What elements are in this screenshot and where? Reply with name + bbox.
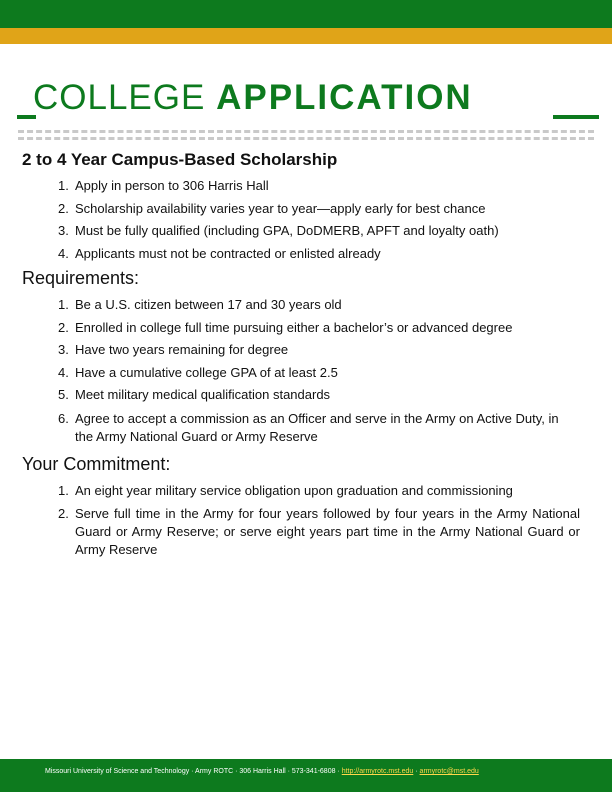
list-item [0, 505, 580, 559]
list-item [0, 407, 580, 446]
item-number: 1. [58, 483, 69, 498]
top-gold-band [0, 28, 612, 44]
item-number: 3. [58, 342, 69, 357]
footer-email-link[interactable]: armyrotc@mst.edu [419, 768, 479, 775]
list-item [0, 220, 580, 243]
footer-website-link[interactable]: http://armyrotc.mst.edu [341, 768, 414, 775]
scholarship-list [0, 175, 580, 265]
top-green-band [0, 0, 612, 28]
dashed-divider-1 [18, 130, 594, 133]
page-title-part1: COLLEGE [33, 78, 217, 117]
list-item [0, 339, 580, 362]
section-heading-scholarship: 2 to 4 Year Campus-Based Scholarship [22, 150, 338, 169]
list-item [0, 362, 580, 385]
title-underline-right [553, 115, 599, 119]
item-number: 6. [58, 410, 69, 426]
item-number: 2. [58, 319, 69, 335]
item-text: Have a cumulative college GPA of at least 2.5 [75, 364, 338, 380]
item-number: 2. [58, 505, 69, 521]
item-number: 4. [58, 364, 69, 380]
item-text: Must be fully qualified (including GPA, DoDMERB, APFT and loyalty oath) [75, 223, 499, 238]
item-number: 1. [58, 178, 69, 193]
section-heading-requirements: Requirements: [22, 268, 140, 288]
page-title [33, 78, 473, 118]
section-heading-commitment: Your Commitment: [22, 454, 171, 474]
item-number: 1. [58, 297, 69, 312]
page-title-part2: APPLICATION [216, 78, 473, 117]
item-text: Meet military medical qualification standards [75, 387, 331, 402]
commitment-list [0, 482, 580, 563]
footer-separator: · [413, 768, 420, 775]
item-text: Apply in person to 306 Harris Hall [75, 178, 269, 193]
page-title-block [17, 78, 597, 124]
item-text: Be a U.S. citizen between 17 and 30 years old [75, 297, 342, 312]
item-number: 5. [58, 387, 69, 402]
requirements-list [0, 294, 580, 446]
item-text: Enrolled in college full time pursuing either a bachelor’s or advanced degree [75, 319, 513, 335]
list-item [0, 175, 580, 198]
item-number: 4. [58, 245, 69, 261]
item-number: 2. [58, 200, 69, 216]
list-item [0, 317, 580, 340]
item-text: Scholarship availability varies year to year—apply early for best chance [75, 200, 486, 216]
list-item [0, 384, 580, 407]
item-text: Serve full time in the Army for four years followed by four years in the Army National Guard or Army Reserve; or serve eight years part time in the Army National Guard or Army Reserve [75, 505, 580, 557]
dashed-divider-2 [18, 137, 594, 140]
footer-text [45, 768, 479, 775]
list-item [0, 294, 580, 317]
item-text: Have two years remaining for degree [75, 342, 289, 357]
list-item [0, 243, 580, 266]
footer-bar [0, 759, 612, 792]
item-text: An eight year military service obligation upon graduation and commissioning [75, 483, 513, 498]
footer-contact: Missouri University of Science and Technology · Army ROTC · 306 Harris Hall · 573-341-6808 · [45, 768, 342, 775]
item-text: Applicants must not be contracted or enlisted already [75, 245, 381, 261]
list-item [0, 482, 580, 500]
item-number: 3. [58, 223, 69, 238]
list-item [0, 198, 580, 221]
item-text: Agree to accept a commission as an Officer and serve in the Army on Active Duty, in the Army National Guard or Army Reserve [75, 410, 559, 444]
